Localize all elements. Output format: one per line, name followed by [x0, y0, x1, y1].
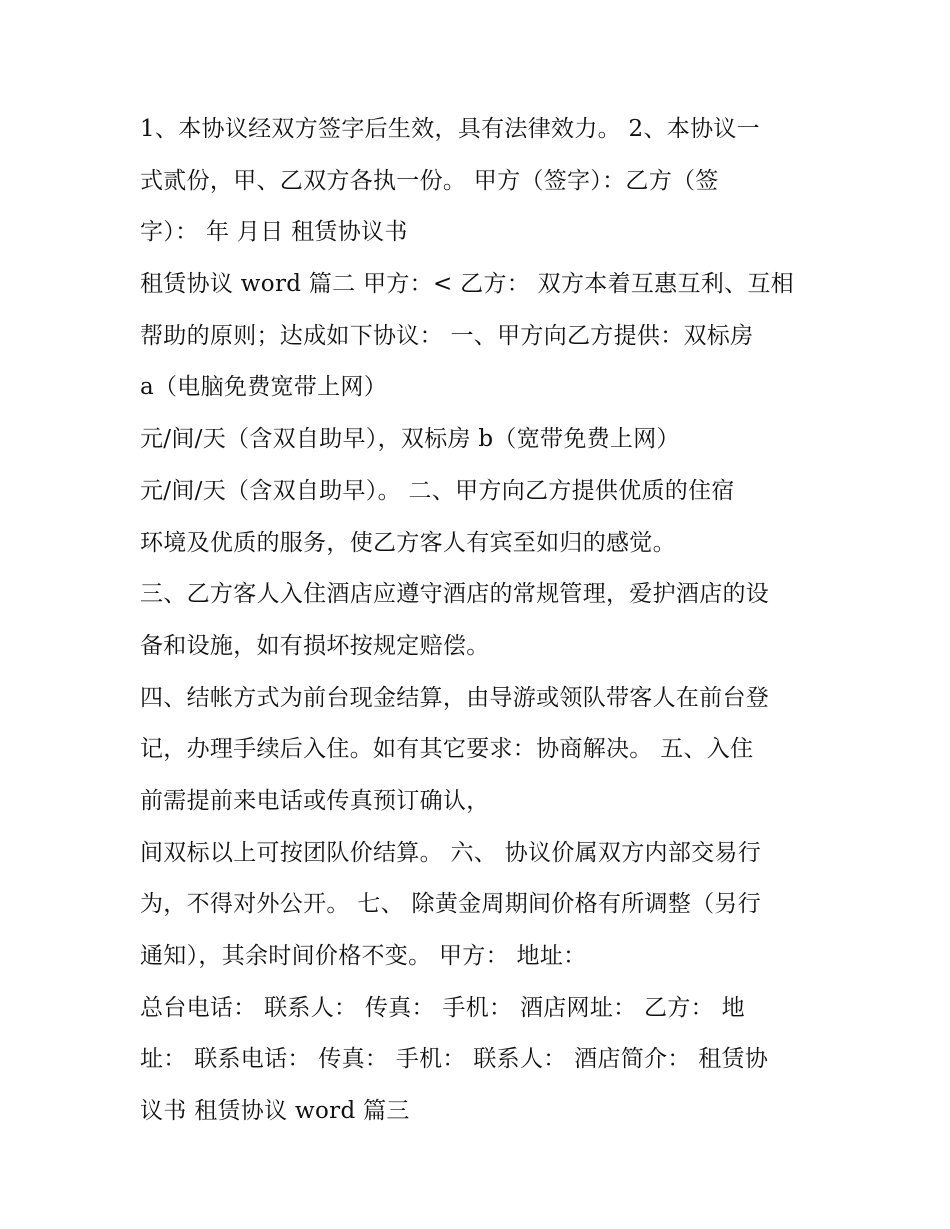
text-line: 址： 联系电话： 传真： 手机： 联系人： 酒店简介： 租赁协 [140, 1046, 769, 1073]
text-line: 环境及优质的服务，使乙方客人有宾至如归的感觉。 [140, 529, 676, 556]
text-line: 为，不得对外公开。 七、 除黄金周期间价格有所调整（另行 [140, 891, 762, 918]
text-line: 记，办理手续后入住。如有其它要求：协商解决。 五、入住 [140, 736, 754, 763]
text-line: 1、本协议经双方签字后生效，具有法律效力。 2、本协议一 [140, 116, 760, 142]
text-line: 帮助的原则；达成如下协议： 一、甲方向乙方提供：双标房 [140, 322, 754, 349]
text-line: a（电脑免费宽带上网） [140, 374, 388, 401]
text-line: 议书 租赁协议 word 篇三 [140, 1098, 410, 1125]
text-line: 字）： 年 月日 租赁协议书 [140, 219, 408, 246]
text-line: 总台电话： 联系人： 传真： 手机： 酒店网址： 乙方： 地 [140, 994, 745, 1021]
text-line: 三、乙方客人入住酒店应遵守酒店的常规管理，爱护酒店的设 [140, 581, 770, 608]
text-line: 四、结帐方式为前台现金结算，由导游或领队带客人在前台登 [140, 684, 770, 711]
document-body [140, 104, 820, 1138]
text-line: 备和设施，如有损坏按规定赔偿。 [140, 632, 490, 659]
text-line: 通知），其余时间价格不变。 甲方： 地址： [140, 943, 587, 969]
text-line: 元/间/天（含双自助早），双标房 b（宽带免费上网） [140, 426, 680, 453]
text-line: 前需提前来电话或传真预订确认， [140, 787, 490, 814]
text-line: 租赁协议 word 篇二 甲方：< 乙方： 双方本着互惠互利、互相 [140, 271, 794, 298]
text-line: 元/间/天（含双自助早）。 二、甲方向乙方提供优质的住宿 [140, 477, 735, 504]
text-line: 间双标以上可按团队价结算。 六、 协议价属双方内部交易行 [140, 839, 762, 866]
text-line: 式贰份，甲、乙双方各执一份。 甲方（签字）：乙方（签 [140, 167, 719, 194]
